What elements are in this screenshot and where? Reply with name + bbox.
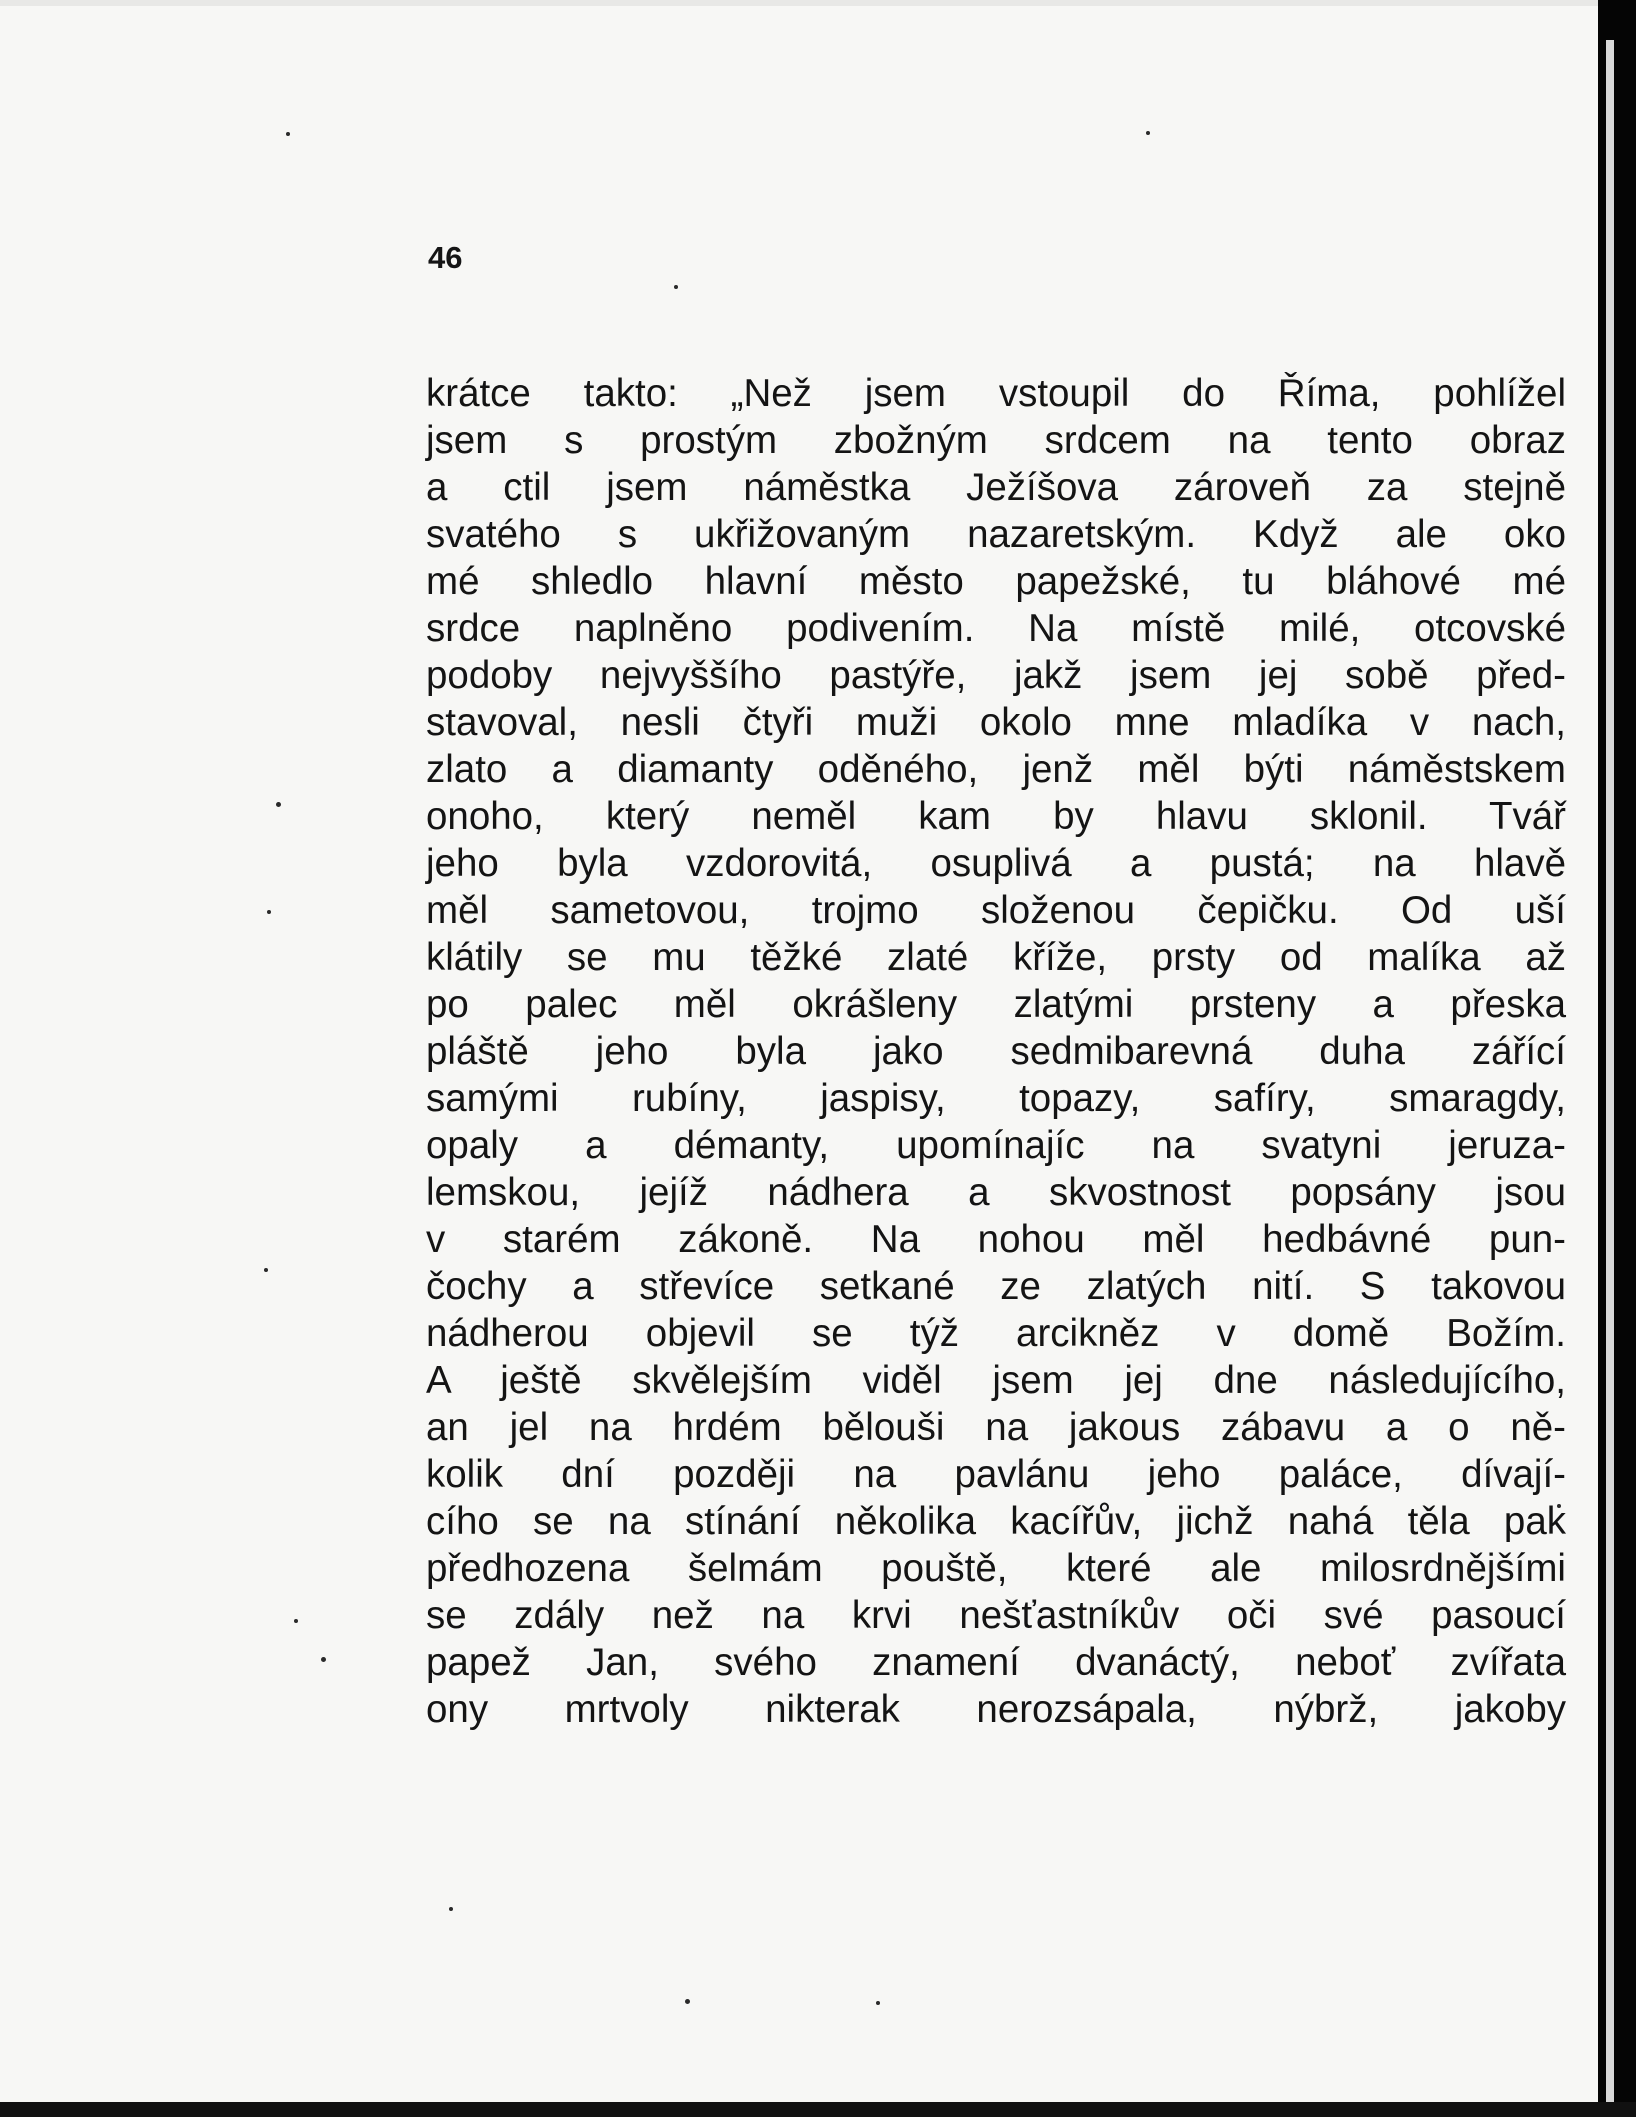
text-line: cího se na stínání několika kacířův, jichž nahá těla pak (426, 1500, 1566, 1543)
text-line: zlato a diamanty oděného, jenž měl býti náměstskem (426, 748, 1566, 791)
text-line: po palec měl okrášleny zlatými prsteny a přeska (426, 983, 1566, 1026)
text-line: onoho, který neměl kam by hlavu sklonil. Tvář (426, 795, 1566, 838)
text-line: papež Jan, svého znamení dvanáctý, neboť zvířata (426, 1641, 1566, 1684)
text-line: opaly a démanty, upomínajíc na svatyni jeruza- (426, 1124, 1566, 1167)
right-scan-border (1598, 0, 1636, 2117)
text-line: kolik dní později na pavlánu jeho paláce, dívají- (426, 1453, 1566, 1496)
scan-speck (449, 1907, 453, 1911)
scan-speck (267, 910, 271, 914)
text-line: jeho byla vzdorovitá, osuplivá a pustá; na hlavě (426, 842, 1566, 885)
page-number: 46 (428, 240, 463, 275)
scan-speck (294, 1619, 298, 1623)
text-line: klátily se mu těžké zlaté kříže, prsty od malíka až (426, 936, 1566, 979)
scan-speck (876, 2001, 880, 2005)
scan-speck (685, 1999, 690, 2004)
scan-speck (286, 132, 290, 136)
text-line: čochy a střevíce setkané ze zlatých nití. S takovou (426, 1265, 1566, 1308)
text-line: srdce naplněno podivením. Na místě milé, otcovské (426, 607, 1566, 650)
top-scan-edge (0, 0, 1636, 6)
text-line: stavoval, nesli čtyři muži okolo mne mladíka v nach, (426, 701, 1566, 744)
body-text (426, 370, 1566, 1733)
text-line: svatého s ukřižovaným nazaretským. Když ale oko (426, 513, 1566, 556)
scan-speck (321, 1657, 326, 1662)
scan-speck (674, 285, 678, 289)
text-line: předhozena šelmám pouště, které ale milosrdnějšími (426, 1547, 1566, 1590)
text-line: pláště jeho byla jako sedmibarevná duha zářící (426, 1030, 1566, 1073)
bottom-scan-border (0, 2102, 1636, 2117)
text-line: a ctil jsem náměstka Ježíšova zároveň za stejně (426, 466, 1566, 509)
text-line: v starém zákoně. Na nohou měl hedbávné pun- (426, 1218, 1566, 1261)
text-line: an jel na hrdém bělouši na jakous zábavu a o ně- (426, 1406, 1566, 1449)
right-page-edge (1606, 40, 1614, 2117)
text-line: měl sametovou, trojmo složenou čepičku. Od uší (426, 889, 1566, 932)
text-line: samými rubíny, jaspisy, topazy, safíry, smaragdy, (426, 1077, 1566, 1120)
text-line: ony mrtvoly nikterak nerozsápala, nýbrž, jakoby (426, 1688, 1566, 1731)
scan-speck (1146, 131, 1150, 135)
text-line: podoby nejvyššího pastýře, jakž jsem jej sobě před- (426, 654, 1566, 697)
text-line: se zdály než na krvi nešťastníkův oči své pasoucí (426, 1594, 1566, 1637)
scan-speck (264, 1268, 268, 1272)
text-line: jsem s prostým zbožným srdcem na tento obraz (426, 419, 1566, 462)
text-line: nádherou objevil se týž arcikněz v domě Božím. (426, 1312, 1566, 1355)
text-line: A ještě skvělejším viděl jsem jej dne následujícího, (426, 1359, 1566, 1402)
scan-speck (276, 802, 281, 807)
text-line: lemskou, jejíž nádhera a skvostnost popsány jsou (426, 1171, 1566, 1214)
text-line: mé shledlo hlavní město papežské, tu bláhové mé (426, 560, 1566, 603)
text-line: krátce takto: „Než jsem vstoupil do Říma, pohlížel (426, 372, 1566, 415)
